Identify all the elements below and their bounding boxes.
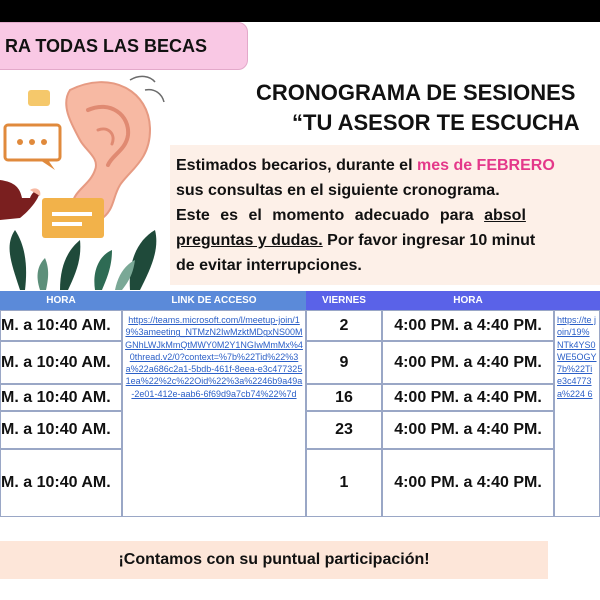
- speech-bubble-icon: [5, 125, 60, 170]
- title-line-1: CRONOGRAMA DE SESIONES: [256, 80, 576, 105]
- ear-illustration: [0, 70, 170, 290]
- program-banner: [0, 22, 248, 70]
- table-cell: 2: [306, 310, 382, 341]
- table-cell: M. a 10:40 AM.: [0, 384, 122, 411]
- column-hora-right: [382, 291, 554, 517]
- speech-bubble-icon: [42, 198, 104, 238]
- table-cell: 4:00 PM. a 4:40 PM.: [382, 384, 554, 411]
- intro-text: Este es el momento adecuado para: [176, 207, 485, 224]
- table-cell: 1: [306, 449, 382, 517]
- underlined-text: absol: [484, 207, 526, 224]
- header-hora: HORA: [0, 291, 122, 310]
- table-cell: M. a 10:40 AM.: [0, 411, 122, 449]
- table-cell: M. a 10:40 AM.: [0, 449, 122, 517]
- table-cell: M. a 10:40 AM.: [0, 310, 122, 341]
- table-cell: 23: [306, 411, 382, 449]
- column-link: [122, 291, 306, 517]
- table-cell: M. a 10:40 AM.: [0, 341, 122, 384]
- schedule-table: [0, 291, 600, 517]
- top-black-bar: [0, 0, 600, 22]
- link-cell: [122, 310, 306, 517]
- intro-text: Por favor ingresar 10 minut: [322, 232, 536, 249]
- intro-text: Estimados becarios, durante el: [176, 157, 417, 174]
- table-cell: 4:00 PM. a 4:40 PM.: [382, 310, 554, 341]
- header-link-right: [554, 291, 600, 310]
- teams-meeting-link[interactable]: https://teams.microsoft.com/l/meetup-join/19%3ameeting_NTMzN2IwMzktMDgxNS00MGNhLWJkMmQtMWY0M2Y1NGIwMmMx%40thread.v2/0?context=%7b%22Tid%22%3a%22a686c2a1-5bdb-461f-8eea-e3c4773251ea%22%2c%22Oid%22%3a%2246b9a49a-2e01-412e-aab6-6f69d9a7cb74%22%7d: [125, 315, 303, 399]
- table-cell: 4:00 PM. a 4:40 PM.: [382, 449, 554, 517]
- intro-panel: [170, 145, 600, 285]
- footer-text: ¡Contamos con su puntual participación!: [118, 551, 430, 568]
- table-cell: 4:00 PM. a 4:40 PM.: [382, 411, 554, 449]
- intro-line-2: sus consultas en el siguiente cronograma.: [176, 182, 500, 199]
- intro-line-1: [176, 157, 555, 175]
- column-link-right: [554, 291, 600, 517]
- underlined-text: preguntas y dudas.: [176, 232, 323, 249]
- table-cell: 4:00 PM. a 4:40 PM.: [382, 341, 554, 384]
- intro-line-5: de evitar interrupciones.: [176, 257, 362, 274]
- table-cell: 9: [306, 341, 382, 384]
- highlight-month: mes de FEBRERO: [416, 157, 555, 174]
- table-cell: 16: [306, 384, 382, 411]
- header-viernes: VIERNES: [306, 291, 382, 310]
- header-hora: HORA: [382, 291, 554, 310]
- intro-line-3: [176, 207, 526, 225]
- banner-text: RA TODAS LAS BECAS: [5, 35, 208, 56]
- column-viernes: [306, 291, 382, 517]
- link-cell: [554, 310, 600, 517]
- teams-meeting-link[interactable]: https://te join/19% NTk4YS0 WE5OGY 7b%22Ti e3c4773 a%224 6: [557, 315, 597, 399]
- header-link: LINK DE ACCESO: [122, 291, 306, 310]
- title-line-2: “TU ASESOR TE ESCUCHA: [292, 110, 580, 135]
- intro-line-4: [176, 232, 535, 250]
- footer-message: [0, 541, 548, 579]
- plant-illustration: [10, 230, 157, 290]
- schedule-title: [256, 78, 600, 138]
- column-hora-left: [0, 291, 122, 517]
